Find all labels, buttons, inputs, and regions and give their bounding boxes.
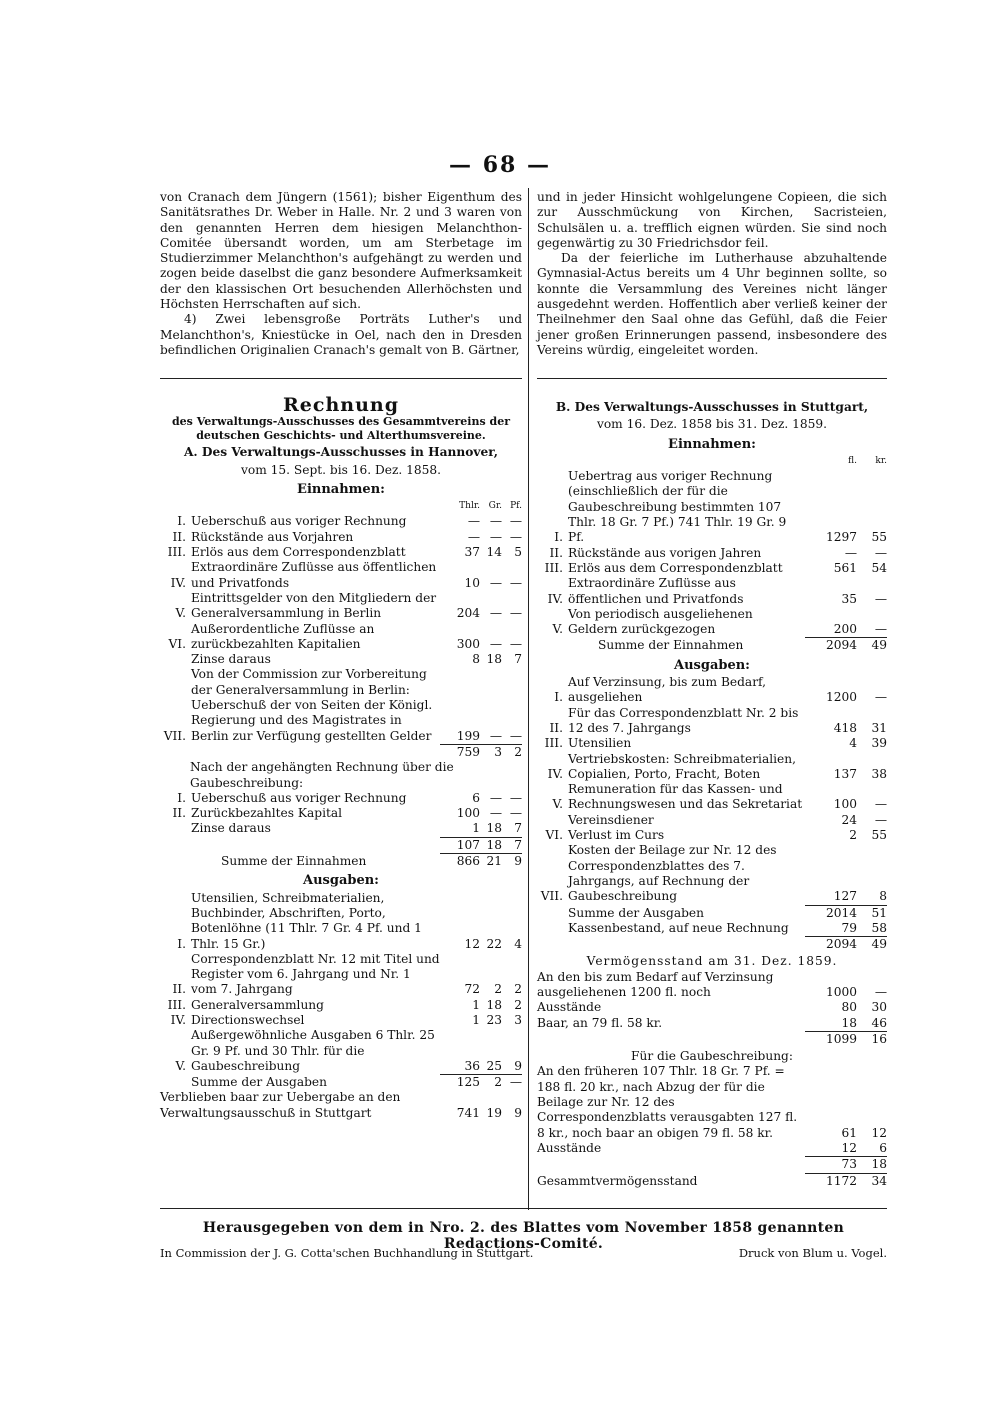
expense-row	[160, 1028, 522, 1074]
grand-total-row: Gesammtvermögensstand 1172 34	[537, 1173, 887, 1188]
item-text: Baar, an 79 fl. 58 kr.	[537, 1015, 663, 1030]
item-text: Verlust im Curs	[568, 828, 665, 843]
amount: 10	[464, 575, 480, 590]
amount: 8	[472, 652, 480, 667]
gaub-row	[160, 791, 522, 806]
expense-row	[537, 706, 887, 737]
expense-row	[537, 782, 887, 813]
item-text: Erlös aus dem Correspondenzblatt	[568, 560, 783, 575]
expense-head: Ausgaben:	[303, 873, 379, 889]
gaub-list	[160, 791, 522, 837]
item-text: An den bis zum Bedarf auf Verzinsung ausgeliehenen 1200 fl. noch	[537, 969, 774, 999]
amount: 46	[871, 1015, 887, 1030]
asset-row	[537, 1016, 887, 1031]
amount: 1	[472, 1012, 480, 1027]
section-b-head: B. Des Verwaltungs-Ausschusses in Stuttgart,	[555, 400, 869, 414]
item-number: IV.	[170, 575, 186, 590]
item-number: V.	[552, 797, 563, 812]
item-text: Vereinsdiener	[568, 812, 654, 827]
gaub-head: Für die Gaubeschreibung:	[631, 1049, 793, 1064]
amount: —	[844, 545, 857, 560]
item-number: IV.	[547, 591, 563, 606]
item-text: Außerordentliche Zuflüsse an zurückbezahlten Kapitalien	[191, 621, 375, 651]
col-head: Gr.	[488, 501, 502, 512]
assets-list	[537, 970, 887, 1031]
amount: 4	[849, 736, 857, 751]
amount: 7	[514, 652, 522, 667]
account-stuttgart	[537, 398, 887, 1189]
cash-row: Kassenbestand, auf neue Rechnung 79 58	[568, 920, 887, 935]
amount: —	[489, 806, 502, 821]
amount: 61	[841, 1125, 857, 1140]
amount: 3	[514, 1012, 522, 1027]
balance-total-row: 2094 49	[537, 936, 887, 952]
amount: —	[874, 545, 887, 560]
section-b-period: vom 16. Dez. 1858 bis 31. Dez. 1859.	[596, 417, 828, 432]
amount: 418	[833, 720, 857, 735]
item-number: VI.	[545, 828, 563, 843]
item-number: III.	[167, 545, 186, 560]
item-number: IV.	[547, 766, 563, 781]
amount: 18	[486, 997, 502, 1012]
amount: —	[509, 529, 522, 544]
amount: 18	[486, 821, 502, 836]
amount: 561	[833, 560, 857, 575]
gaub-list	[537, 1064, 887, 1156]
expense-row	[537, 752, 887, 783]
amount: —	[489, 514, 502, 529]
amount: 7	[514, 821, 522, 836]
item-number: V.	[175, 606, 186, 621]
amount: —	[509, 636, 522, 651]
item-text: Eintrittsgelder von den Mitgliedern der Generalversammlung in Berlin	[191, 590, 437, 621]
income-row	[160, 667, 522, 743]
commission-line: In Commission der J. G. Cotta'schen Buchhandlung in Stuttgart.	[160, 1246, 534, 1260]
item-number: III.	[167, 997, 186, 1012]
item-text: Generalversammlung	[191, 997, 324, 1012]
assets-total-row: 1099 16	[537, 1031, 887, 1047]
amount: 36	[464, 1058, 480, 1073]
item-text: Vertriebskosten: Schreibmaterialien, Copialien, Porto, Fracht, Boten	[568, 751, 796, 781]
amount: —	[509, 606, 522, 621]
amount: —	[874, 797, 887, 812]
amount: —	[489, 728, 502, 743]
gaub-row	[160, 806, 522, 821]
amount: 18	[486, 652, 502, 667]
income-total-row: Summe der Einnahmen 866 21 9	[221, 854, 522, 869]
paragraph: und in jeder Hinsicht wohlgelungene Copieen, die sich zur Ausschmückung von Kirchen, Sacristeien, Schulsälen u. a. trefflich eignen würden. Sie sind noch gegenwärtig zu 30 Friedrichsdor feil.	[537, 190, 887, 250]
item-text: Ueberschuß aus voriger Rechnung	[191, 790, 407, 805]
amount: 2	[849, 828, 857, 843]
column-divider	[528, 188, 529, 1210]
item-text: Von periodisch ausgeliehenen Geldern zurückgezogen	[568, 606, 753, 637]
item-text: Erlös aus dem Correspondenzblatt	[191, 545, 406, 560]
item-text: An den früheren 107 Thlr. 18 Gr. 7 Pf. = 188 fl. 20 kr., nach Abzug der für die Beilage zur Nr. 12 des Correspondenzblatts verausgabten 127 fl. 8 kr., noch baar an obigen 79 fl. 58 kr.	[537, 1064, 798, 1140]
item-number: I.	[554, 690, 563, 705]
item-text: Von der Commission zur Vorbereitung der Generalversammlung in Berlin: Ueberschuß der von Seiten der Königl. Regierung und des Magistrates in Berlin zur Verfügung gestellten Gelder	[191, 667, 433, 743]
income-row	[160, 591, 522, 622]
item-text: Ausstände	[537, 1140, 602, 1155]
item-text: Uebertrag aus voriger Rechnung (einschließlich der für die Gaubeschreibung bestimmten 107 Thlr. 18 Gr. 7 Pf.) 741 Thlr. 19 Gr. 9 Pf.	[568, 469, 787, 545]
amount: —	[874, 984, 887, 999]
amount: 6	[879, 1140, 887, 1155]
gaub-row	[537, 1064, 887, 1140]
asset-row	[537, 970, 887, 1001]
item-text: Extraordinäre Zuflüsse aus öffentlichen und Privatfonds	[568, 576, 744, 606]
amount: —	[509, 806, 522, 821]
item-number: III.	[544, 736, 563, 751]
amount: 35	[841, 591, 857, 606]
income-list	[537, 469, 887, 637]
amount: 199	[456, 728, 480, 743]
income-row	[160, 560, 522, 591]
gaub-row	[160, 821, 522, 836]
amount: —	[509, 575, 522, 590]
col-head: Thlr.	[459, 501, 480, 512]
amount: 23	[486, 1012, 502, 1027]
amount: 204	[456, 606, 480, 621]
item-text: Directionswechsel	[191, 1012, 305, 1027]
amount: 8	[879, 889, 887, 904]
paragraph: von Cranach dem Jüngern (1561); bisher Eigenthum des Sanitätsrathes Dr. Weber in Halle. Nr. 2 und 3 waren von den genannten Herren dem hiesigen Melanchthon-Comitée übersandt worden, um am Sterbetage im Studierzimmer Melanchthon's aufgehängt zu werden und zogen beide daselbst die ganz besondere Aufmerksamkeit der den klassischen Ort besuchenden Allerhöchsten und Höchsten Herrschaften auf sich.	[160, 190, 522, 312]
gaub-row	[537, 1141, 887, 1156]
gaub-total-row: 73 18	[537, 1156, 887, 1172]
publisher-line: Herausgegeben von dem in Nro. 2. des Blattes vom November 1858 genannten Redactions-Comité.	[202, 1220, 845, 1252]
expense-row	[160, 998, 522, 1013]
income-row	[537, 576, 887, 607]
amount: 12	[464, 936, 480, 951]
amount: 24	[841, 812, 857, 827]
amount: 1	[472, 997, 480, 1012]
amount: —	[509, 514, 522, 529]
amount: 100	[456, 806, 480, 821]
amount: —	[489, 790, 502, 805]
item-text: Für das Correspondenzblatt Nr. 2 bis 12 des 7. Jahrgangs	[568, 705, 799, 735]
amount: 37	[464, 545, 480, 560]
amount: —	[874, 591, 887, 606]
item-number: V.	[175, 1058, 186, 1073]
amount: 1	[472, 821, 480, 836]
amount: 80	[841, 1000, 857, 1015]
item-text: Auf Verzinsung, bis zum Bedarf, ausgeliehen	[568, 675, 766, 705]
item-number: I.	[554, 530, 563, 545]
section-a-head: A. Des Verwaltungs-Ausschusses in Hannover,	[183, 445, 499, 460]
item-text: Utensilien	[568, 736, 632, 751]
amount: 137	[833, 766, 857, 781]
item-number: I.	[177, 936, 186, 951]
expense-row	[160, 891, 522, 952]
amount: 18	[841, 1015, 857, 1030]
amount: —	[509, 790, 522, 805]
printer-line: Druck von Blum u. Vogel.	[738, 1246, 887, 1260]
amount: —	[467, 514, 480, 529]
income-row	[160, 514, 522, 529]
subtotal-row: 759 3 2	[160, 744, 522, 760]
paragraph: Da der feierliche im Lutherhause abzuhaltende Gymnasial-Actus bereits um 4 Uhr beginnen sollte, so konnte die Versammlung des Vereines nicht länger ausgedehnt werden. Hoffentlich aber verließ keiner der Theilnehmer den Saal ohne das Gefühl, daß die Feier jener großen Erinnerungen passend, insbesondere des Vereins würdig, eingeleitet worden.	[537, 251, 887, 357]
amount: 5	[514, 545, 522, 560]
amount: 25	[486, 1058, 502, 1073]
amount: 1000	[825, 984, 857, 999]
amount: —	[874, 622, 887, 637]
income-row	[537, 469, 887, 545]
col-head: kr.	[875, 455, 887, 466]
item-text: Remuneration für das Kassen- und Rechnungswesen und das Sekretariat	[568, 782, 803, 812]
amount: 39	[871, 736, 887, 751]
income-row	[537, 607, 887, 638]
item-text: Extraordinäre Zuflüsse aus öffentlichen und Privatfonds	[191, 560, 437, 590]
income-row	[160, 545, 522, 560]
amount: —	[874, 690, 887, 705]
col-head: fl.	[848, 455, 857, 466]
amount: 1200	[825, 690, 857, 705]
expense-list	[537, 675, 887, 904]
item-number: VII.	[540, 889, 563, 904]
column-headings	[160, 499, 522, 514]
expense-row	[537, 843, 887, 904]
item-number: IV.	[170, 1012, 186, 1027]
income-row	[160, 652, 522, 667]
income-head: Einnahmen:	[297, 481, 385, 497]
amount: 100	[833, 797, 857, 812]
asset-row	[537, 1000, 887, 1015]
item-text: Rückstände aus Vorjahren	[191, 529, 354, 544]
amount: 30	[871, 1000, 887, 1015]
expense-row	[537, 736, 887, 751]
amount: 4	[514, 936, 522, 951]
amount: 55	[871, 530, 887, 545]
income-row	[160, 622, 522, 653]
item-number: VII.	[163, 728, 186, 743]
amount: 12	[871, 1125, 887, 1140]
item-text: Zurückbezahltes Kapital	[191, 806, 343, 821]
account-hannover	[160, 392, 522, 1121]
item-number: V.	[552, 622, 563, 637]
left-column-text	[160, 190, 522, 358]
page-number: — 68 —	[449, 152, 551, 178]
item-number: II.	[172, 806, 186, 821]
amount: —	[509, 728, 522, 743]
item-number: III.	[544, 560, 563, 575]
amount: 2	[514, 997, 522, 1012]
expense-row	[537, 675, 887, 706]
item-text: Rückstände aus vorigen Jahren	[568, 545, 762, 560]
expense-head: Ausgaben:	[674, 657, 750, 673]
remain-row: Verblieben baar zur Uebergabe an den Verwaltungsausschuß in Stuttgart 741 19 9	[160, 1090, 522, 1120]
amount: 38	[871, 766, 887, 781]
amount: —	[874, 812, 887, 827]
income-row	[537, 561, 887, 576]
amount: 12	[841, 1140, 857, 1155]
section-a-period: vom 15. Sept. bis 16. Dez. 1858.	[240, 462, 442, 477]
amount: 1297	[825, 530, 857, 545]
amount: 6	[472, 790, 480, 805]
section-divider	[537, 378, 887, 379]
item-number: I.	[177, 514, 186, 529]
item-text: Correspondenzblatt Nr. 12 mit Titel und Register vom 6. Jahrgang und Nr. 1 vom 7. Jahrgang	[191, 951, 440, 997]
item-text: Zinse daraus	[191, 821, 271, 836]
col-head: Pf.	[510, 501, 522, 512]
item-number: VI.	[168, 636, 186, 651]
amount: 127	[833, 889, 857, 904]
item-number: II.	[172, 529, 186, 544]
income-row	[537, 546, 887, 561]
expense-total-row: Summe der Ausgaben 2014 51	[568, 905, 887, 920]
amount: —	[489, 606, 502, 621]
amount: —	[489, 636, 502, 651]
expense-list	[160, 891, 522, 1075]
amount: —	[489, 529, 502, 544]
amount: 300	[456, 636, 480, 651]
expense-row	[160, 952, 522, 998]
section-divider	[160, 378, 522, 379]
item-number: II.	[172, 982, 186, 997]
item-text: Kosten der Beilage zur Nr. 12 des Correspondenzblattes des 7. Jahrgangs, auf Rechnung der Gaubeschreibung	[568, 843, 777, 904]
gaub-note: Nach der angehängten Rechnung über die Gaubeschreibung:	[190, 760, 454, 790]
expense-row	[160, 1013, 522, 1028]
amount: 9	[514, 1058, 522, 1073]
expense-row	[537, 828, 887, 843]
item-text: Außergewöhnliche Ausgaben 6 Thlr. 25 Gr. 9 Pf. und 30 Thlr. für die Gaubeschreibung	[191, 1028, 435, 1073]
paragraph: 4) Zwei lebensgroße Porträts Luther's und Melanchthon's, Kniestücke in Oel, nach den in Dresden befindlichen Originalien Cranach's gemalt von B. Gärtner,	[160, 312, 522, 357]
footer-divider	[160, 1208, 887, 1209]
income-head: Einnahmen:	[668, 436, 756, 452]
amount: 200	[833, 622, 857, 637]
amount: 2	[514, 982, 522, 997]
amount: 22	[486, 936, 502, 951]
amount: —	[489, 575, 502, 590]
right-column-text	[537, 190, 887, 358]
account-title: Rechnung	[283, 394, 399, 416]
column-headings	[537, 454, 887, 469]
amount: 31	[871, 720, 887, 735]
assets-head: Vermögensstand am 31. Dez. 1859.	[586, 954, 838, 969]
item-number: I.	[177, 790, 186, 805]
item-text: Utensilien, Schreibmaterialien, Buchbinder, Abschriften, Porto, Botenlöhne (11 Thlr. 7 Gr. 4 Pf. und 1 Thlr. 15 Gr.)	[191, 890, 422, 951]
amount: 2	[494, 982, 502, 997]
item-text: Ueberschuß aus voriger Rechnung	[191, 514, 407, 529]
item-number: II.	[549, 545, 563, 560]
amount: 54	[871, 560, 887, 575]
amount: 72	[464, 982, 480, 997]
subtotal-row: 107 18 7	[160, 837, 522, 853]
amount: 55	[871, 828, 887, 843]
amount: —	[467, 529, 480, 544]
income-row	[160, 530, 522, 545]
item-text: Ausstände	[537, 1000, 602, 1015]
expense-row	[537, 813, 887, 828]
expense-total-row: Summe der Ausgaben 125 2 —	[191, 1075, 522, 1090]
item-text: Zinse daraus	[191, 652, 271, 667]
item-number: II.	[549, 720, 563, 735]
account-subtitle: des Verwaltungs-Ausschusses des Gesammtvereins der deutschen Geschichts- und Alterthumsvereine.	[171, 415, 510, 443]
amount: 14	[486, 545, 502, 560]
income-list	[160, 514, 522, 743]
income-total-row: Summe der Einnahmen 2094 49	[598, 638, 887, 653]
